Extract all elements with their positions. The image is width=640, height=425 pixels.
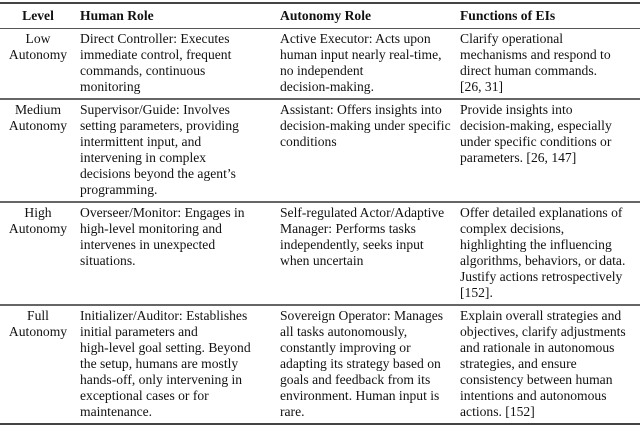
level-cell: Full Autonomy xyxy=(0,305,76,424)
functions-cell: Offer detailed explanations of complex decisions, highlighting the influencing algorithms, behaviors, or data. Justify actions retrospectively [152]. xyxy=(456,202,640,305)
level-cell: Low Autonomy xyxy=(0,29,76,100)
table-row xyxy=(0,202,640,305)
header-level: Level xyxy=(0,3,76,29)
autonomy-role-cell: Active Executor: Acts upon human input nearly real-time, no independent decision-making. xyxy=(276,29,456,100)
autonomy-levels-table xyxy=(0,2,640,425)
header-autonomy-role: Autonomy Role xyxy=(276,3,456,29)
functions-cell: Clarify operational mechanisms and respond to direct human commands. [26, 31] xyxy=(456,29,640,100)
table-row xyxy=(0,305,640,424)
autonomy-role-cell: Sovereign Operator: Manages all tasks autonomously, constantly improving or adapting its strategy based on goals and feedback from its environment. Human input is rare. xyxy=(276,305,456,424)
human-role-cell: Initializer/Auditor: Establishes initial parameters and high-level goal setting. Beyond the setup, humans are mostly hands-off, only intervening in exceptional cases or for maintenance. xyxy=(76,305,276,424)
header-row xyxy=(0,3,640,29)
autonomy-role-cell: Self-regulated Actor/Adaptive Manager: Performs tasks independently, seeks input when uncertain xyxy=(276,202,456,305)
header-functions: Functions of EIs xyxy=(456,3,640,29)
human-role-cell: Overseer/Monitor: Engages in high-level monitoring and intervenes in unexpected situations. xyxy=(76,202,276,305)
functions-cell: Provide insights into decision-making, especially under specific conditions or parameters. [26, 147] xyxy=(456,99,640,202)
human-role-cell: Supervisor/Guide: Involves setting parameters, providing intermittent input, and intervening in complex decisions beyond the agent’s programming. xyxy=(76,99,276,202)
functions-cell: Explain overall strategies and objectives, clarify adjustments and rationale in autonomous strategies, and ensure consistency between human intentions and autonomous actions. [152] xyxy=(456,305,640,424)
autonomy-role-cell: Assistant: Offers insights into decision-making under specific conditions xyxy=(276,99,456,202)
level-cell: High Autonomy xyxy=(0,202,76,305)
human-role-cell: Direct Controller: Executes immediate control, frequent commands, continuous monitoring xyxy=(76,29,276,100)
level-cell: Medium Autonomy xyxy=(0,99,76,202)
table-row xyxy=(0,29,640,100)
header-human-role: Human Role xyxy=(76,3,276,29)
table-row xyxy=(0,99,640,202)
